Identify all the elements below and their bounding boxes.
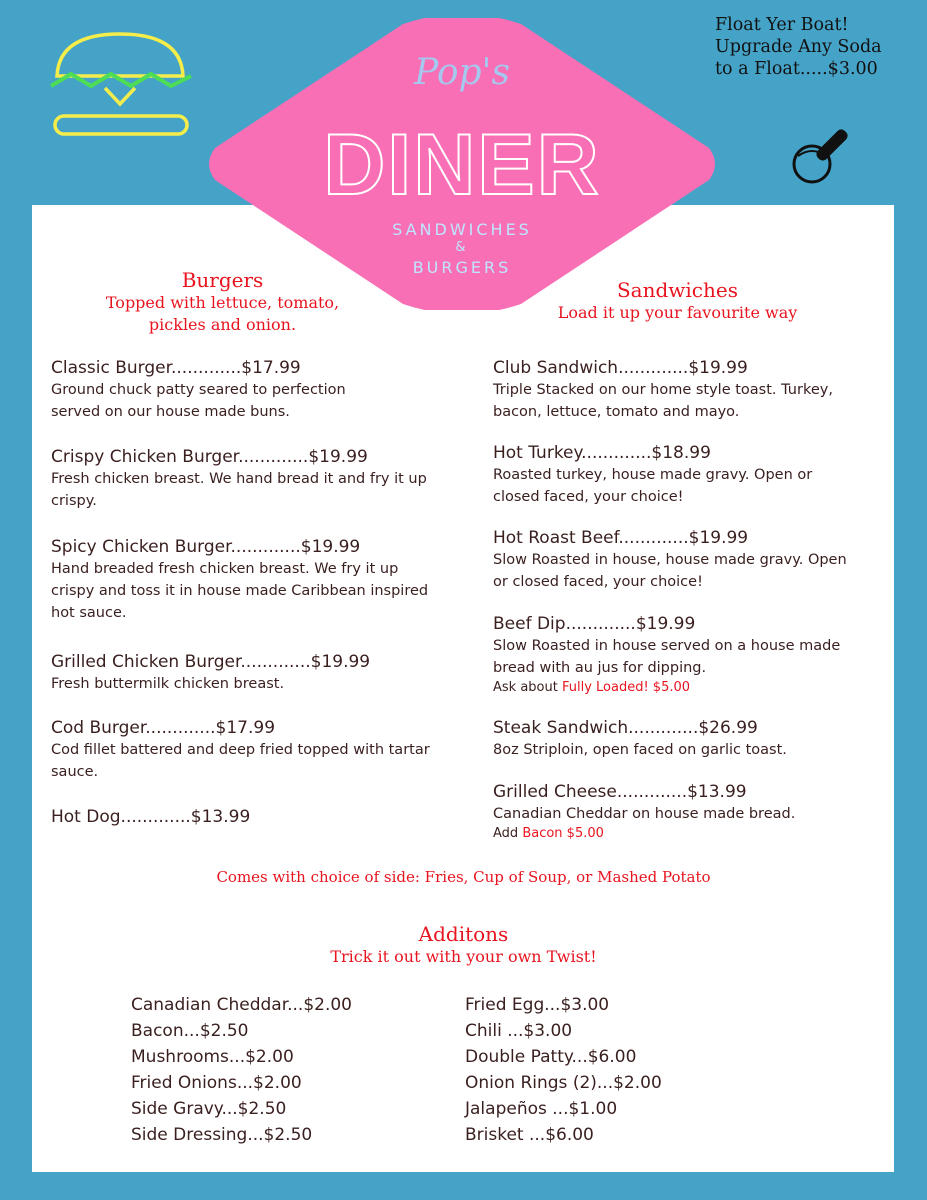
menu-item-spicy-chicken-burger	[51, 536, 428, 624]
ice-cream-scoop-icon	[790, 118, 865, 190]
item-name: Beef Dip.............$19.99	[493, 614, 696, 634]
menu-item-club-sandwich	[493, 357, 833, 423]
item-name: Grilled Chicken Burger.............$19.99	[51, 652, 371, 672]
item-desc-line: Ground chuck patty seared to perfection	[51, 382, 346, 398]
note-highlight: Fully Loaded! $5.00	[561, 680, 691, 695]
float-promo-line: Upgrade Any Soda	[715, 37, 882, 57]
menu-item-steak-sandwich	[493, 717, 787, 761]
additions-title: Additons	[418, 922, 509, 946]
item-desc-line: served on our house made buns.	[51, 404, 290, 420]
item-desc-line: Slow Roasted in house, house made gravy. Open	[493, 552, 847, 568]
brand-tagline-sandwiches: SANDWICHES	[392, 220, 532, 239]
item-name: Hot Dog.............$13.99	[51, 807, 251, 827]
addition-item: Fried Egg...$3.00	[465, 995, 610, 1015]
addition-item: Double Patty...$6.00	[465, 1047, 637, 1067]
item-desc-line: crispy and toss it in house made Caribbean inspired	[51, 583, 429, 599]
note-prefix: Ask about	[493, 680, 562, 695]
menu-item-beef-dip	[493, 613, 840, 697]
menu-item-hot-dog	[51, 806, 250, 828]
burgers-subtitle-line: pickles and onion.	[148, 315, 297, 334]
item-name: Steak Sandwich.............$26.99	[493, 718, 758, 738]
menu-item-cod-burger	[51, 717, 430, 783]
item-desc-line: 8oz Striploin, open faced on garlic toast.	[493, 742, 787, 758]
burger-neon-icon	[45, 26, 195, 141]
item-name: Cod Burger.............$17.99	[51, 718, 276, 738]
brand-title: DINER	[323, 117, 601, 213]
sandwiches-subtitle: Load it up your favourite way	[557, 303, 798, 322]
burgers-subtitle-line: Topped with lettuce, tomato,	[105, 293, 340, 312]
brand-tagline-burgers: BURGERS	[412, 258, 512, 277]
item-name: Crispy Chicken Burger.............$19.99	[51, 447, 368, 467]
brand-diamond	[203, 18, 721, 310]
note-prefix: Add	[493, 826, 523, 841]
item-name: Hot Turkey.............$18.99	[493, 443, 711, 463]
addition-item: Chili ...$3.00	[465, 1021, 573, 1041]
item-desc-line: or closed faced, your choice!	[493, 574, 703, 590]
item-desc-line: Canadian Cheddar on house made bread.	[493, 806, 796, 822]
item-desc-line: Fresh chicken breast. We hand bread it and fry it up	[51, 471, 427, 487]
burgers-heading	[60, 268, 385, 336]
item-desc-line: Triple Stacked on our home style toast. Turkey,	[493, 382, 833, 398]
note-highlight: Bacon $5.00	[522, 826, 604, 841]
additions-right-list	[465, 992, 662, 1148]
sandwiches-heading	[520, 278, 835, 324]
addition-item: Fried Onions...$2.00	[131, 1073, 302, 1093]
addition-item: Side Gravy...$2.50	[131, 1099, 287, 1119]
brand-script: Pop's	[414, 52, 510, 93]
additions-left-list	[131, 992, 352, 1148]
item-name: Club Sandwich.............$19.99	[493, 358, 748, 378]
addition-item: Canadian Cheddar...$2.00	[131, 995, 352, 1015]
item-desc-line: Roasted turkey, house made gravy. Open or	[493, 467, 813, 483]
item-desc-line: sauce.	[51, 764, 99, 780]
item-desc-line: bread with au jus for dipping.	[493, 660, 707, 676]
side-choice-note: Comes with choice of side: Fries, Cup of Soup, or Mashed Potato	[216, 868, 711, 886]
addition-item: Bacon...$2.50	[131, 1021, 249, 1041]
burgers-title: Burgers	[181, 268, 264, 292]
menu-item-hot-turkey	[493, 442, 812, 508]
addition-item: Side Dressing...$2.50	[131, 1125, 313, 1145]
item-desc-line: Fresh buttermilk chicken breast.	[51, 676, 285, 692]
item-name: Hot Roast Beef.............$19.99	[493, 528, 749, 548]
item-desc-line: crispy.	[51, 493, 97, 509]
sandwiches-title: Sandwiches	[616, 278, 738, 302]
item-desc-line: Cod fillet battered and deep fried topped with tartar	[51, 742, 430, 758]
float-promo	[715, 14, 920, 80]
menu-item-hot-roast-beef	[493, 527, 847, 593]
addition-item: Brisket ...$6.00	[465, 1125, 594, 1145]
addition-item: Onion Rings (2)...$2.00	[465, 1073, 662, 1093]
additions-heading	[250, 922, 677, 968]
brand-tagline-amp: &	[455, 240, 469, 255]
item-name: Spicy Chicken Burger.............$19.99	[51, 537, 361, 557]
item-name: Classic Burger.............$17.99	[51, 358, 301, 378]
addition-item: Mushrooms...$2.00	[131, 1047, 294, 1067]
additions-subtitle: Trick it out with your own Twist!	[330, 947, 597, 966]
item-desc-line: Hand breaded fresh chicken breast. We fry it up	[51, 561, 399, 577]
float-promo-line: Float Yer Boat!	[715, 15, 849, 35]
item-desc-line: bacon, lettuce, tomato and mayo.	[493, 404, 740, 420]
menu-item-classic-burger	[51, 357, 346, 423]
menu-item-grilled-cheese	[493, 781, 795, 843]
item-desc-line: Slow Roasted in house served on a house made	[493, 638, 841, 654]
float-promo-line: to a Float.....$3.00	[715, 59, 878, 79]
addition-item: Jalapeños ...$1.00	[465, 1099, 618, 1119]
menu-item-crispy-chicken-burger	[51, 446, 427, 512]
item-desc-line: closed faced, your choice!	[493, 489, 684, 505]
item-desc-line: hot sauce.	[51, 605, 127, 621]
menu-item-grilled-chicken-burger	[51, 651, 370, 695]
item-name: Grilled Cheese.............$13.99	[493, 782, 747, 802]
